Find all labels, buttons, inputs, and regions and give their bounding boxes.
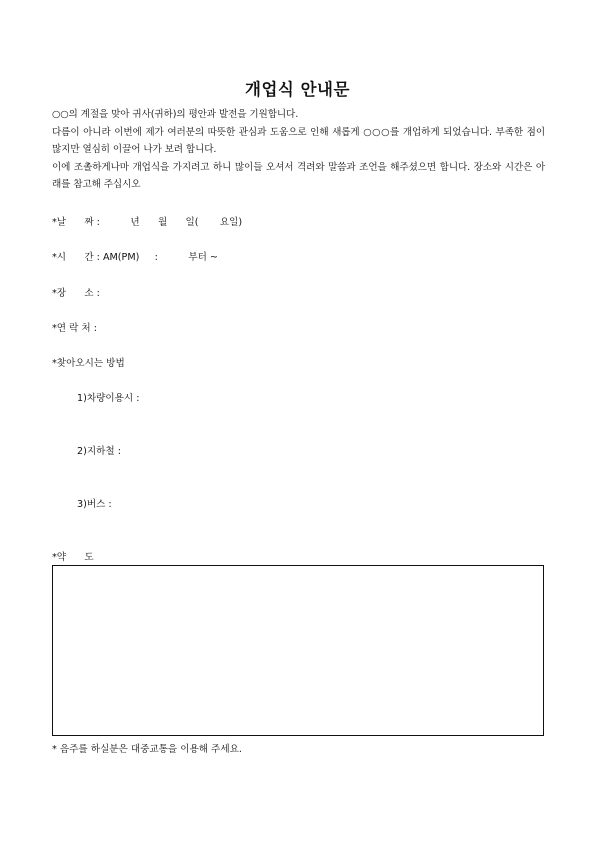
intro-paragraph-greeting: ○○의 계절을 맞아 귀사(귀하)의 평안과 발전을 기원합니다. (52, 109, 299, 120)
date-field: *날 짜 : 년 월 일( 요일) (52, 217, 243, 228)
directions-heading: *찾아오시는 방법 (52, 358, 125, 369)
time-field: *시 간 : AM(PM) : 부터 ~ (52, 252, 218, 263)
map-box (52, 565, 544, 736)
map-label: *약 도 (52, 552, 94, 563)
route-subway: 2)지하철 : (77, 446, 121, 457)
route-bus: 3)버스 : (77, 499, 112, 510)
intro-text (52, 106, 545, 194)
document-title: 개업식 안내문 (245, 80, 350, 99)
transit-notice: * 음주를 하실분은 대중교통을 이용해 주세요. (52, 744, 242, 755)
place-field: *장 소 : (52, 288, 100, 299)
intro-paragraph-invitation: 이에 조촐하게나마 개업식을 가지려고 하니 많이들 오셔서 격려와 말씀과 조언을 해주셨으면 합니다. 장소와 시간은 아래를 참고해 주십시오 (52, 161, 545, 190)
contact-field: *연 락 처 : (52, 323, 97, 334)
route-car: 1)차량이용시 : (77, 393, 140, 404)
intro-paragraph-opening: 다름이 아니라 이번에 제가 여러분의 따뜻한 관심과 도움으로 인해 새롭게 ○○○를 개업하게 되었습니다. 부족한 점이 많지만 열심히 이끌어 나가 보려 합니다. (52, 126, 545, 155)
